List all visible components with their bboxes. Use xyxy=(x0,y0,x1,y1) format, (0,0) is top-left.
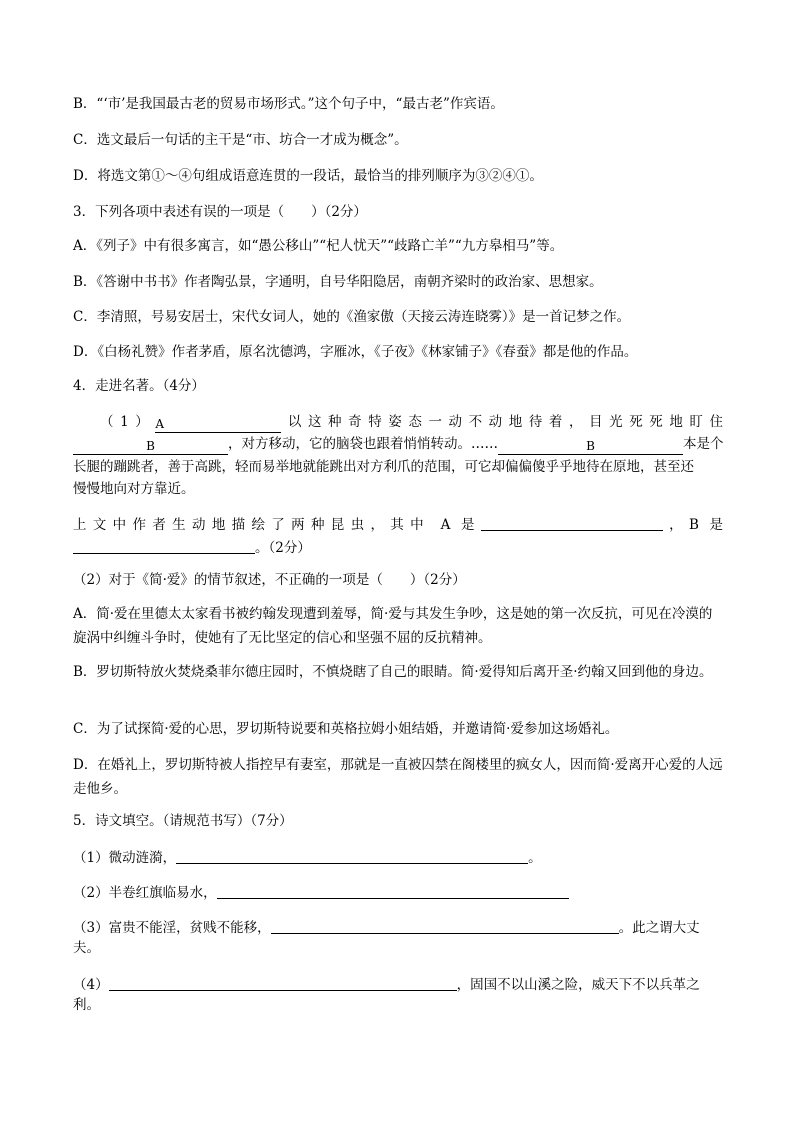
q5-1 xyxy=(73,848,542,866)
q5-3 xyxy=(73,918,700,936)
q5-4-end: ，固国不以山溪之险，威天下不以兵革之 xyxy=(456,977,700,993)
q5-4-blank[interactable] xyxy=(109,975,457,991)
q4-1-question-mid: ，B 是 xyxy=(662,517,723,533)
q4-1-text3: 本是个 xyxy=(683,436,724,452)
q5-stem: 5．诗文填空。（请规范书写）（7分） xyxy=(73,813,293,829)
q5-4 xyxy=(73,975,700,993)
q5-3-end: 。此之谓大丈 xyxy=(618,920,700,936)
q4-1-question-end: 。（2分） xyxy=(255,540,311,556)
q4-2-option-d: D．在婚礼上，罗切斯特被人指控早有妻室，那就是一直被囚禁在阁楼里的疯女人，因而简·爱离开心爱的人远走他乡。 xyxy=(73,757,723,797)
q5-4-pre: （4） xyxy=(73,977,109,993)
q5-3-pre: （3）富贵不能淫，贫贱不能移， xyxy=(73,920,271,936)
q4-1-line4: 慢慢地向对方靠近。 xyxy=(73,481,195,497)
q2-option-c: C．选文最后一句话的主干是“市、坊合一才成为概念”。 xyxy=(73,132,408,148)
blank-b2-label: B xyxy=(586,439,595,453)
q4-1-text2: ，对方移动，它的脑袋也跟着悄悄转动。…… xyxy=(228,436,498,452)
q5-3-blank[interactable] xyxy=(271,918,619,934)
q4-1-question-line2 xyxy=(73,538,311,556)
q4-2-option-b: B．罗切斯特放火焚烧桑菲尔德庄园时，不慎烧瞎了自己的眼睛。简·爱得知后离开圣·约翰又回到他的身边。 xyxy=(73,664,713,680)
q4-2-option-a: A．简·爱在里德太太家看书被约翰发现遭到羞辱，简·爱与其发生争吵，这是她的第一次反抗，可见在冷漠的旋涡中纠缠斗争时，使她有了无比坚定的信心和坚强不屈的反抗精神。 xyxy=(73,606,713,646)
blank-a[interactable] xyxy=(155,417,281,433)
blank-b2[interactable] xyxy=(498,439,683,455)
blank-b-label: B xyxy=(146,439,155,453)
q5-1-pre: （1）微动涟漪， xyxy=(73,850,177,866)
q3-option-c: C．李清照，号易安居士，宋代女词人，她的《渔家傲（天接云涛连晓雾）》是一首记梦之作。 xyxy=(73,309,631,325)
q2-option-d: D．将选文第①～④句组成语意连贯的一段话，最恰当的排列顺序为③②④①。 xyxy=(73,168,543,184)
q5-4-cont: 利。 xyxy=(73,997,100,1013)
q4-1-question-pre: 上文中作者生动地描绘了两种昆虫，其中 A 是 xyxy=(73,517,481,533)
q5-1-end: 。 xyxy=(528,850,542,866)
q4-2-stem: （2）对于《简·爱》的情节叙述，不正确的一项是（ ）（2分） xyxy=(73,572,466,588)
blank-b[interactable] xyxy=(73,439,228,455)
q3-option-b: B．《答谢中书书》作者陶弘景，字通明，自号华阳隐居，南朝齐梁时的政治家、思想家。 xyxy=(73,274,603,290)
q5-2-pre: （2）半卷红旗临易水， xyxy=(73,885,217,901)
q3-option-d: D．《白杨礼赞》作者茅盾，原名沈德鸿，字雁冰，《子夜》《林家铺子》《春蚕》都是他的作品。 xyxy=(73,344,638,360)
q3-option-a: A．《列子》中有很多寓言，如“愚公移山”“杞人忧天”“歧路亡羊”“九方皋相马”等。 xyxy=(73,238,564,254)
answer-blank-b[interactable] xyxy=(73,538,255,554)
q5-1-blank[interactable] xyxy=(176,848,528,864)
q3-stem: 3．下列各项中表述有误的一项是（ ）（2分） xyxy=(73,204,367,220)
q4-1-line3: 长腿的蹦跳者，善于高跳，轻而易举地就能跳出对方利爪的范围，可它却偏偏傻乎乎地待在原地，甚至还 xyxy=(73,459,694,475)
answer-blank-a[interactable] xyxy=(481,515,663,531)
q5-3-cont: 夫。 xyxy=(73,940,100,956)
q4-1-number: （1） xyxy=(100,414,156,430)
q4-1-line1 xyxy=(73,414,723,433)
q4-1-question-line1 xyxy=(73,515,723,533)
q4-stem: 4．走进名著。（4分） xyxy=(73,378,205,394)
blank-a-label: A xyxy=(155,417,164,431)
q5-2-blank[interactable] xyxy=(217,883,569,899)
q4-2-option-c: C．为了试探简·爱的心思，罗切斯特说要和英格拉姆小姐结婚，并邀请简·爱参加这场婚礼。 xyxy=(73,721,619,737)
q4-1-text1: 以这种奇特姿态一动不动地待着，目光死死地盯住 xyxy=(281,414,724,430)
q5-2 xyxy=(73,883,569,901)
q4-1-line2 xyxy=(73,436,724,455)
q2-option-b: B．“‘市’是我国最古老的贸易市场形式。”这个句子中，“最古老”作宾语。 xyxy=(73,96,504,112)
